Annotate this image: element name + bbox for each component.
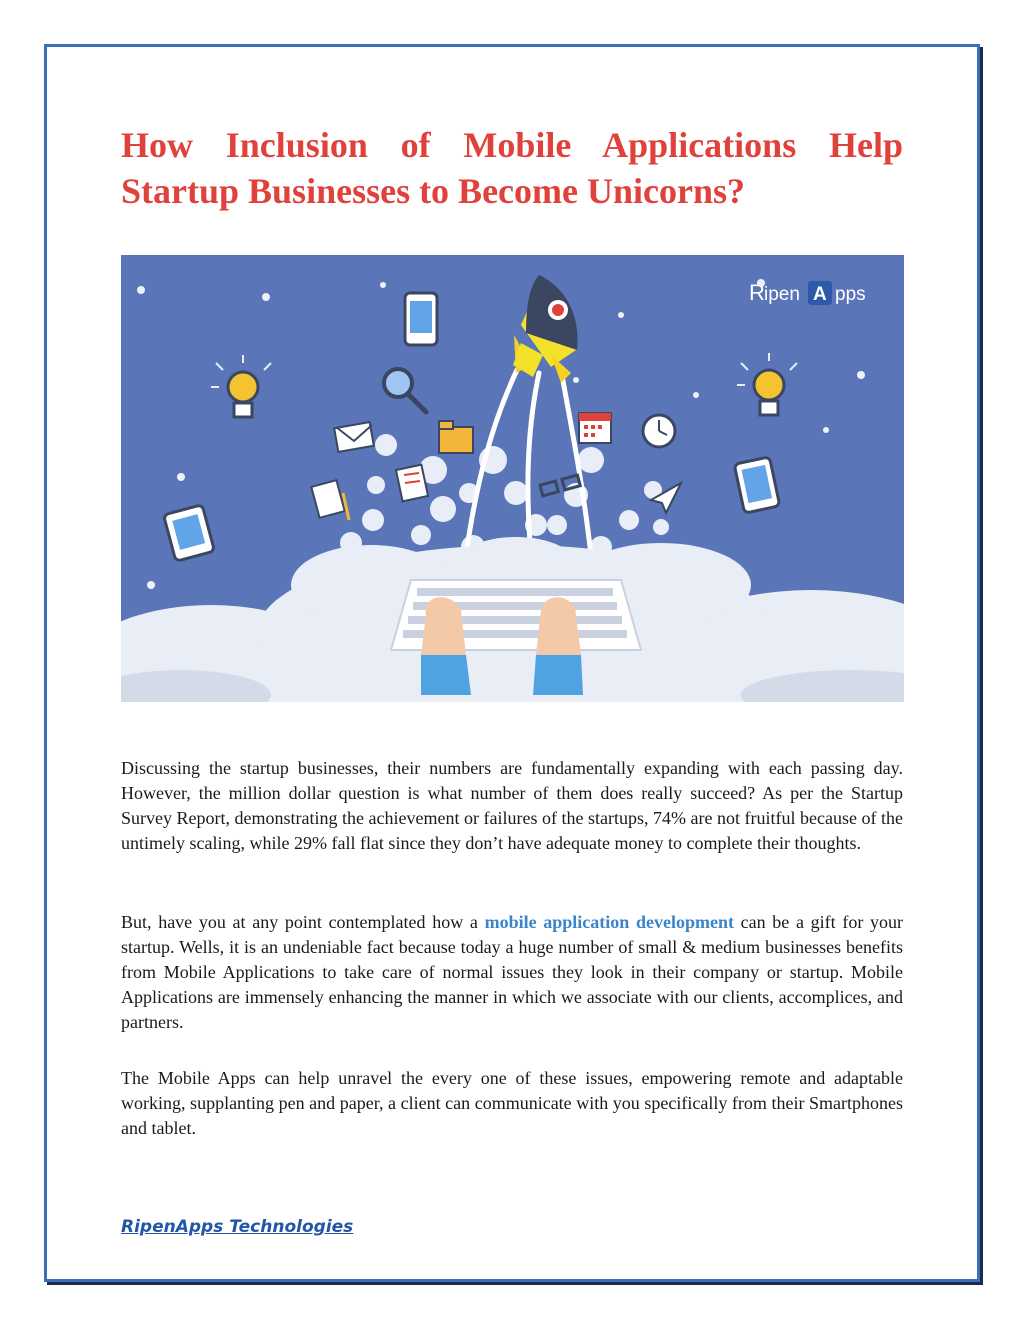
paragraph-mobile-development bbox=[121, 910, 903, 1035]
footer-company-link[interactable]: RipenApps Technologies bbox=[121, 1217, 354, 1237]
envelope-icon bbox=[334, 422, 374, 452]
paragraph-mobile-apps: The Mobile Apps can help unravel the every one of these issues, empowering remote and adaptable working, supplanting pen and paper, a client can communicate with you specifically from their Smartphones and tablet. bbox=[121, 1068, 903, 1138]
clock-icon bbox=[643, 415, 675, 447]
hero-illustration bbox=[121, 255, 904, 702]
paragraph-text: can be a gift for your startup. Wells, it is an undeniable fact because today a huge number of small & medium businesses benefits from Mobile Applications to take care of normal issues they look in their company or startup. Mobile Applications are immensely enhancing the manner in which we associate with our clients, accomplices, and partners. bbox=[121, 912, 903, 1032]
smartphone-icon bbox=[405, 293, 437, 345]
document-icon bbox=[396, 465, 428, 502]
svg-text:R: R bbox=[749, 280, 765, 305]
svg-text:ipen: ipen bbox=[764, 284, 800, 305]
svg-text:A: A bbox=[813, 284, 827, 305]
mobile-application-development-link[interactable]: mobile application development bbox=[484, 912, 734, 932]
paragraph-text: But, have you at any point contemplated how a bbox=[121, 912, 485, 932]
paragraph-intro: Discussing the startup businesses, their numbers are fundamentally expanding with each passing day. However, the million dollar question is what number of them does really succeed? As per the Startup Survey Report, demonstrating the achievement or failures of the startups, 74% are not fruitful because of the untimely scaling, while 29% fall flat since they don’t have adequate money to complete their thoughts. bbox=[121, 758, 903, 853]
calendar-icon bbox=[579, 413, 611, 443]
page-title: How Inclusion of Mobile Applications Help Startup Businesses to Become Unicorns? bbox=[121, 125, 903, 211]
svg-text:pps: pps bbox=[835, 284, 866, 305]
